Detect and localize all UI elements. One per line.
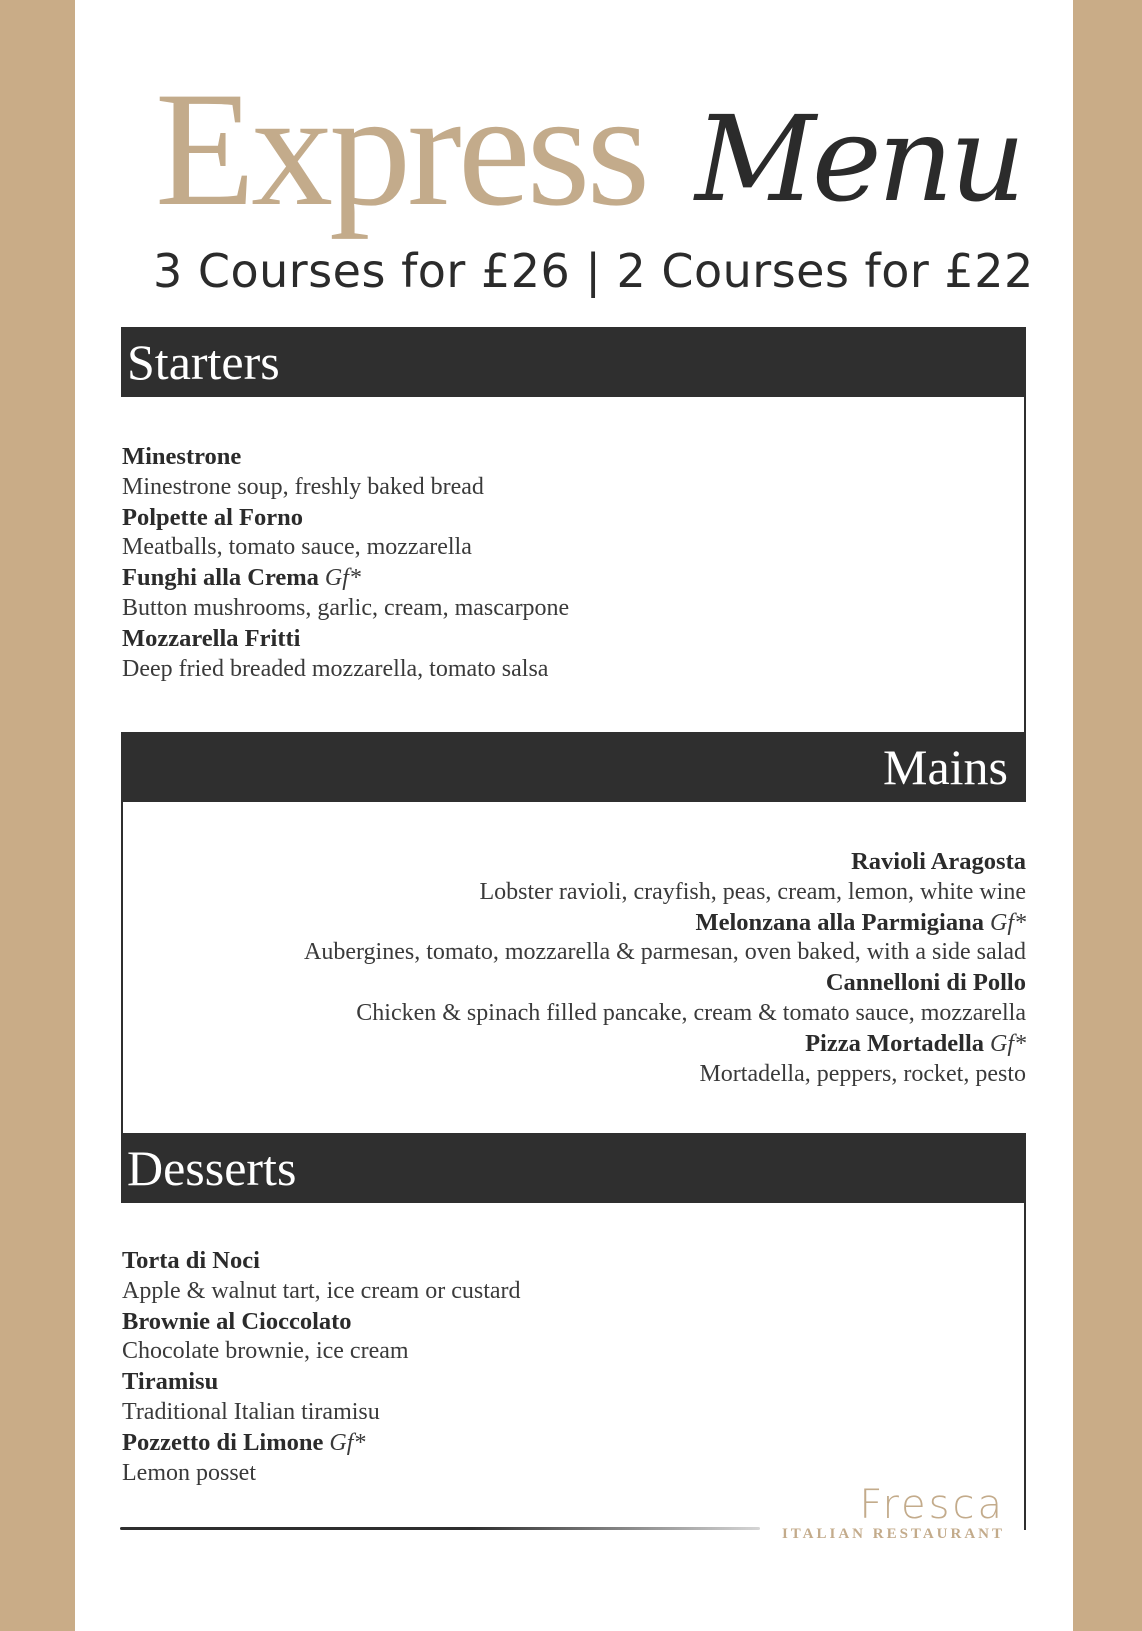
item-description: Chicken & spinach filled pancake, cream & tomato sauce, mozzarella <box>356 999 1026 1026</box>
price-subtitle: 3 Courses for £26 | 2 Courses for £22 <box>153 244 1034 298</box>
item-description: Lemon posset <box>122 1459 256 1486</box>
item-name: Tiramisu <box>122 1368 219 1396</box>
title-menu-text: Menu <box>695 90 1022 228</box>
item-name: Polpette al Forno <box>122 503 303 531</box>
item-description: Lobster ravioli, crayfish, peas, cream, lemon, white wine <box>479 878 1026 905</box>
item-name: Ravioli Aragosta <box>851 848 1026 875</box>
section-header-mains: Mains <box>121 732 1026 802</box>
item-description: Apple & walnut tart, ice cream or custard <box>122 1277 521 1304</box>
starters-list <box>122 442 1002 684</box>
list-item <box>122 1367 1002 1428</box>
desserts-list <box>122 1246 1002 1488</box>
list-item <box>175 908 1026 969</box>
gluten-free-tag: Gf* <box>990 909 1026 936</box>
mains-frame-line <box>121 800 123 1135</box>
title-express: Express <box>155 59 647 240</box>
item-description: Meatballs, tomato sauce, mozzarella <box>122 534 472 561</box>
list-item <box>122 503 1002 564</box>
starters-frame-line <box>1024 390 1026 733</box>
list-item <box>175 1029 1026 1090</box>
desserts-frame-line <box>1024 1200 1026 1530</box>
item-name: Minestrone <box>122 443 242 470</box>
item-description: Mortadella, peppers, rocket, pesto <box>699 1060 1026 1087</box>
item-description: Button mushrooms, garlic, cream, mascarpone <box>122 594 570 621</box>
list-item <box>122 563 1002 624</box>
logo-name: Fresca <box>859 1482 1005 1528</box>
item-description: Aubergines, tomato, mozzarella & parmesan, oven baked, with a side salad <box>304 939 1026 966</box>
section-header-desserts: Desserts <box>121 1133 1026 1203</box>
list-item <box>122 624 1002 685</box>
mains-list <box>175 847 1026 1089</box>
gluten-free-tag: Gf* <box>324 565 361 592</box>
bottom-divider <box>120 1527 760 1530</box>
item-name: Cannelloni di Pollo <box>825 969 1026 997</box>
item-name: Mozzarella Fritti <box>122 624 301 652</box>
item-name: Melonzana alla Parmigiana <box>695 908 984 936</box>
list-item <box>175 968 1026 1029</box>
section-header-starters: Starters <box>121 327 1026 397</box>
item-description: Traditional Italian tiramisu <box>122 1398 380 1425</box>
logo-subtitle: ITALIAN RESTAURANT <box>781 1526 1005 1542</box>
item-description: Chocolate brownie, ice cream <box>122 1338 409 1365</box>
title-menu-script <box>635 60 1035 260</box>
item-name: Funghi alla Crema <box>122 564 319 592</box>
list-item <box>122 1428 1002 1489</box>
list-item <box>175 847 1026 908</box>
gluten-free-tag: Gf* <box>329 1429 366 1456</box>
item-name: Brownie al Cioccolato <box>122 1307 352 1335</box>
gluten-free-tag: Gf* <box>990 1030 1026 1057</box>
list-item <box>122 1246 1002 1307</box>
menu-page <box>75 0 1073 1631</box>
list-item <box>122 442 1002 503</box>
item-description: Deep fried breaded mozzarella, tomato salsa <box>122 655 549 682</box>
item-name: Pozzetto di Limone <box>122 1428 324 1456</box>
list-item <box>122 1307 1002 1368</box>
item-description: Minestrone soup, freshly baked bread <box>122 473 484 500</box>
item-name: Torta di Noci <box>122 1247 260 1274</box>
restaurant-logo <box>775 1482 1005 1543</box>
item-name: Pizza Mortadella <box>805 1029 984 1057</box>
